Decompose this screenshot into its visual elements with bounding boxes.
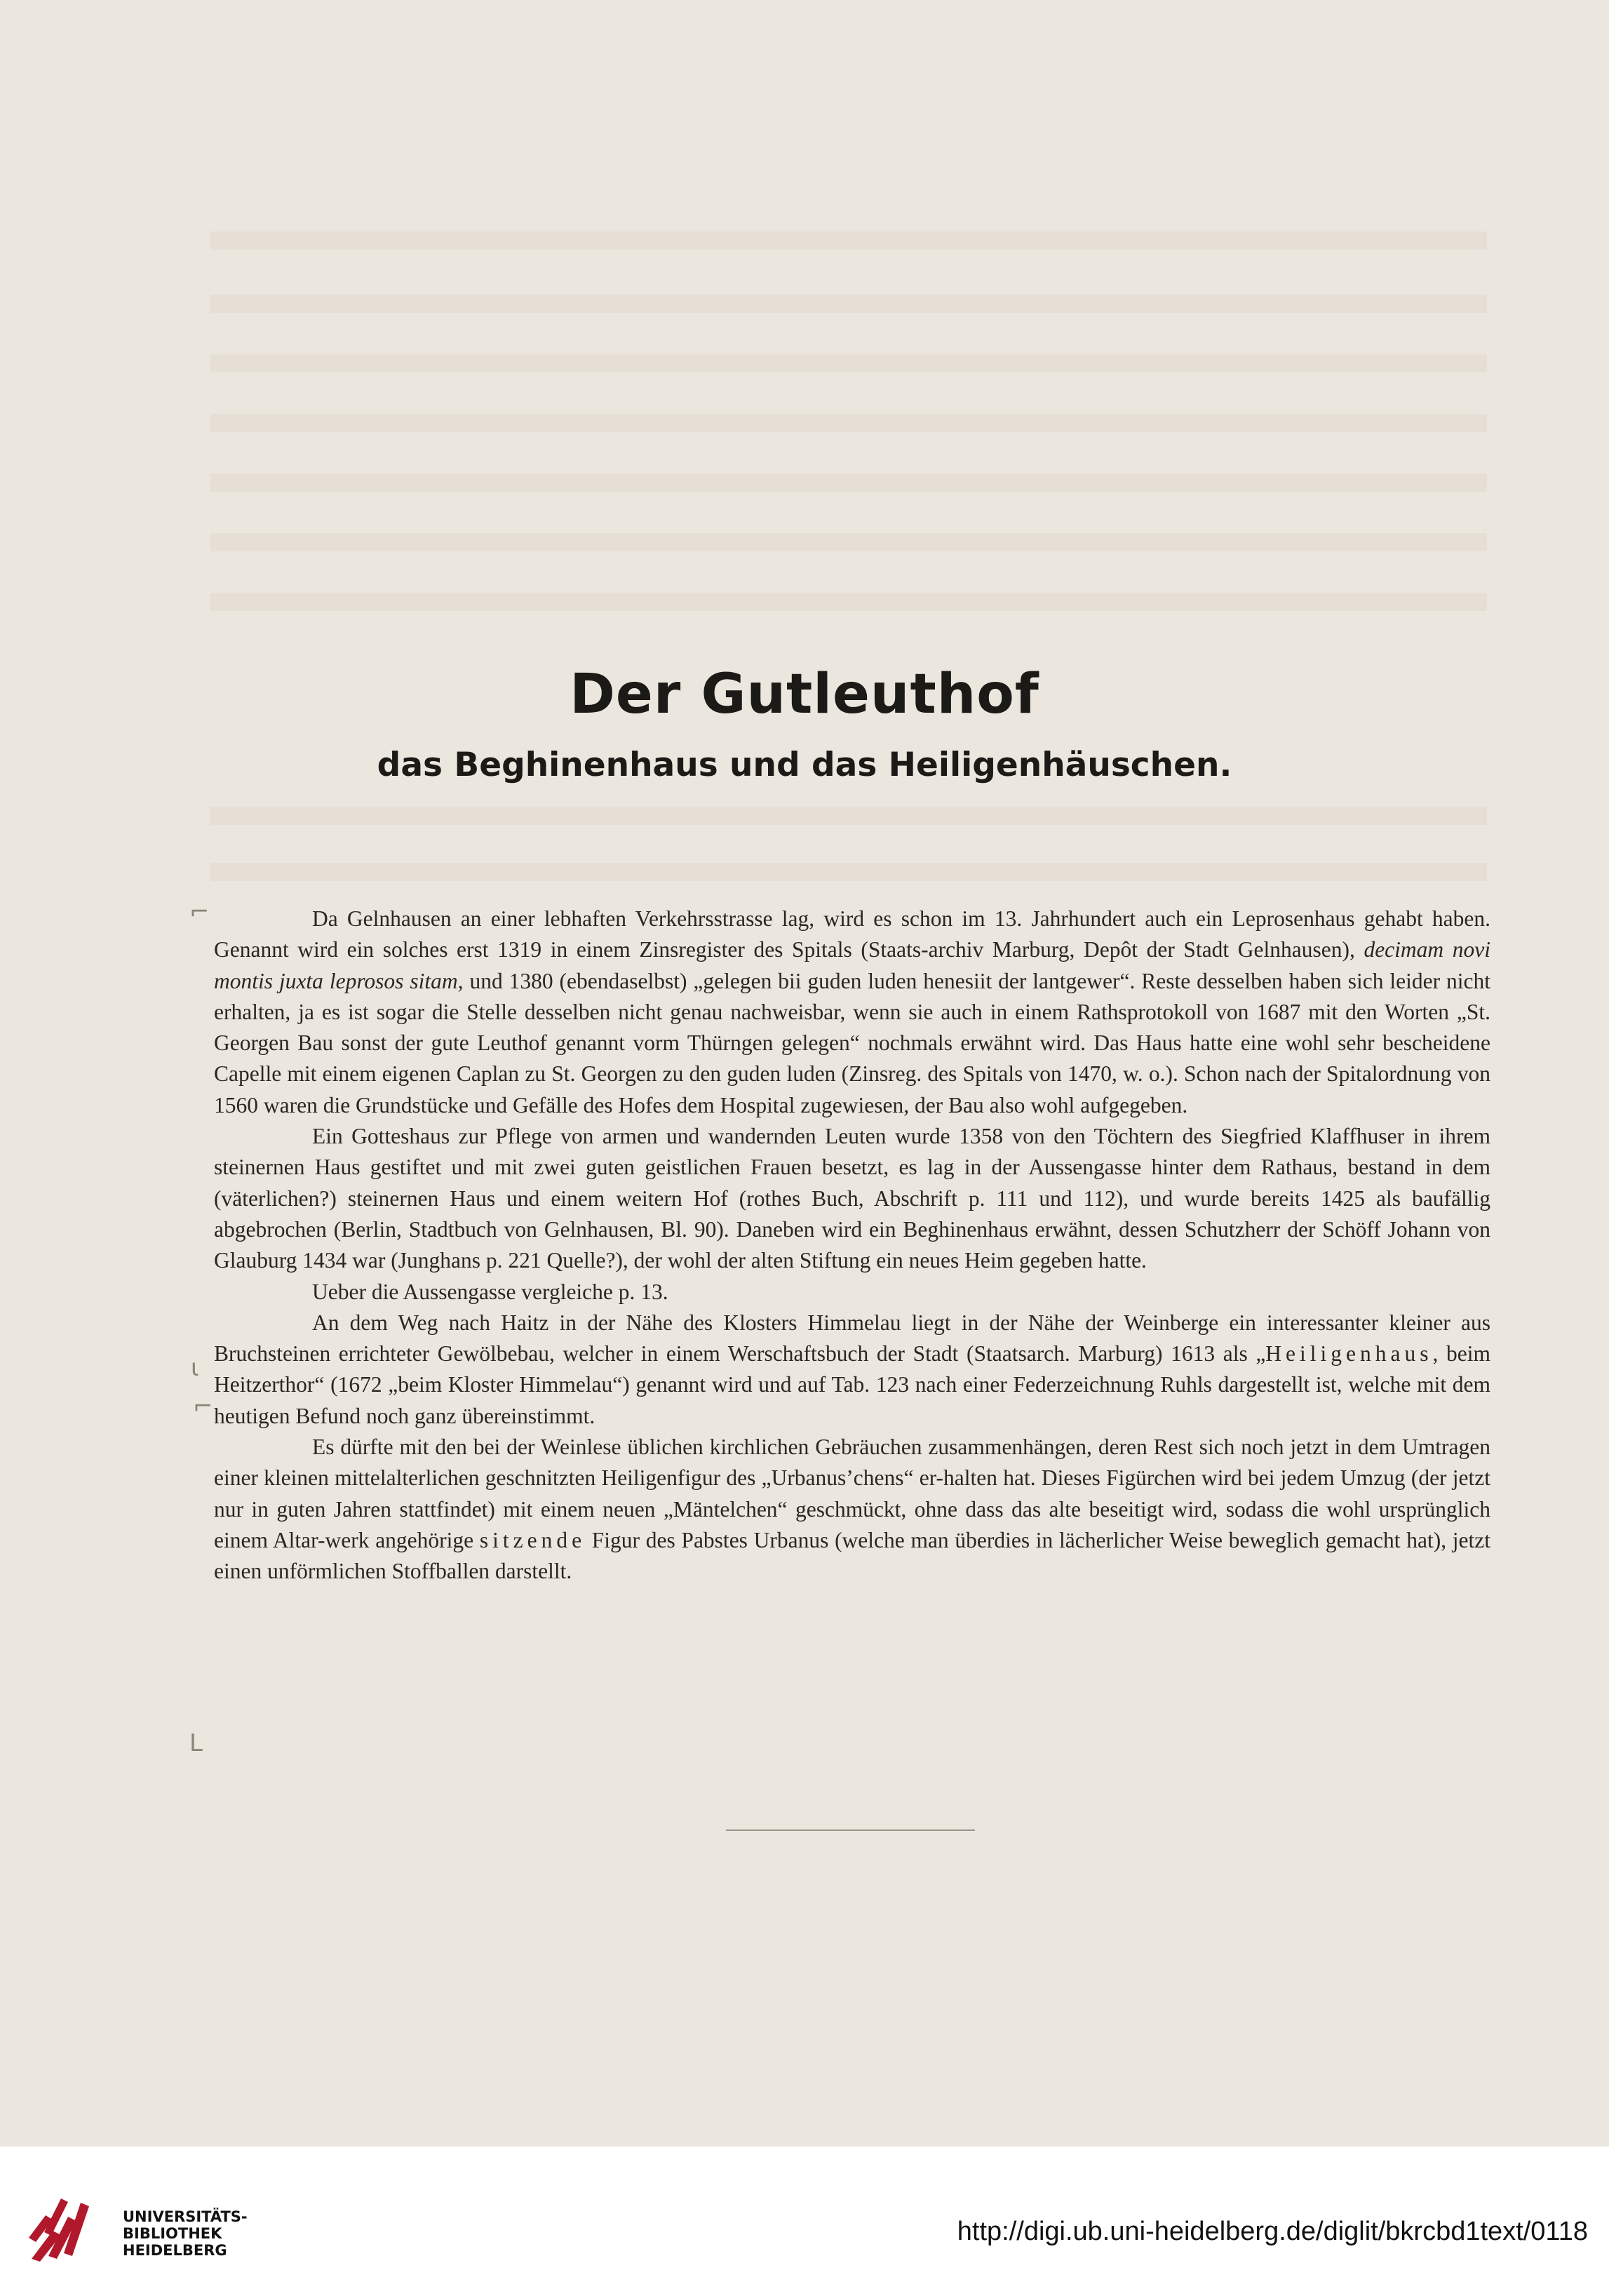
- margin-pencil-mark: L: [189, 1729, 203, 1757]
- bleed-through-line: [210, 593, 1487, 611]
- body-paragraph: [214, 1308, 1490, 1432]
- university-library-logo-icon[interactable]: [25, 2189, 95, 2266]
- body-paragraph: [214, 1432, 1490, 1587]
- margin-pencil-mark: ⌐: [193, 1392, 213, 1421]
- permalink-url[interactable]: http://digi.ub.uni-heidelberg.de/diglit/bkrcbd1text/0118: [957, 2217, 1588, 2246]
- paragraph-text: Ein Gotteshaus zur Pflege von armen und wandernden Leuten wurde 1358 von den Töchtern des Siegfried Klaffhuser in ihrem steinernen Haus gestiftet und mit zwei guten geistlichen Frauen besetzt, es lag in der Aussengasse hinter dem Rathaus, bestand in dem (väterlichen?) steinernen Haus und einem weitern Hof (rothes Buch, Abschrift p. 111 und 112), und wurde bereits 1425 als baufällig abgebrochen (Berlin, Stadtbuch von Gelnhausen, Bl. 90). Daneben wird ein Beghinenhaus erwähnt, dessen Schutzherr der Schöff Johann von Glauburg 1434 war (Junghans p. 221 Quelle?), der wohl der alten Stiftung ein neues Heim gegeben hatte.: [214, 1124, 1490, 1273]
- paragraph-text: und 1380 (ebendaselbst) „gelegen bii guden luden henesiit der lantgewer“. Reste desselben haben sich leider nicht erhalten, ja es ist sogar die Stelle desselben nicht genau nachweisbar, wenn sie auch in einem Rathsprotokoll von 1687 mit den Worten „St. Georgen Bau sonst der gute Leuthof genannt vorm Thürngen gelegen“ nochmals erwähnt wird. Das Haus hatte eine wohl sehr bescheidene Capelle mit einem eigenen Caplan zu St. Georgen zu den guden luden (Zinsreg. des Spitals von 1470, w. o.). Schon nach der Spitalordnung von 1560 waren die Grundstücke und Gefälle des Hofes dem Hospital zugewiesen, der Bau also wohl aufgegeben.: [214, 968, 1490, 1117]
- emphasized-term: sitzende: [479, 1527, 586, 1552]
- bleed-through-line: [210, 474, 1487, 492]
- bleed-through-line: [210, 295, 1487, 313]
- bleed-through-line: [210, 414, 1487, 432]
- bleed-through-line: [210, 863, 1487, 881]
- paragraph-text: An dem Weg nach Haitz in der Nähe des Klosters Himmelau liegt in der Nähe der Weinberge ein interessanter kleiner aus Bruchsteinen errichteter Gewölbebau, welcher in einem Werschaftsbuch der Stadt (Staatsarch. Marburg) 1613 als „: [214, 1310, 1490, 1367]
- margin-pencil-mark: ⌐: [189, 898, 210, 926]
- end-rule: [726, 1830, 975, 1831]
- bleed-through-line: [210, 807, 1487, 825]
- library-name-line: UNIVERSITÄTS-: [123, 2208, 248, 2225]
- footer-bar: [0, 2147, 1609, 2296]
- library-name: [123, 2208, 248, 2259]
- paragraph-text: Es dürfte mit den bei der Weinlese üblichen kirchlichen Gebräuchen zusammenhängen, deren Rest sich noch jetzt in dem Umtragen einer kleinen mittelalterlichen geschnitzten Heiligenfigur des „Urbanus’chens“ er-halten hat. Dieses Figürchen wird bei jedem Umzug (der jetzt nur in guten Jahren stattfindet) mit einem neuen „Mäntelchen“ geschmückt, ohne dass das alte beseitigt wird, sodass die wohl ursprünglich einem Altar-werk angehörige: [214, 1435, 1490, 1552]
- bleed-through-line: [210, 354, 1487, 372]
- body-paragraph: [214, 904, 1490, 1121]
- paragraph-text: Ueber die Aussengasse vergleiche p. 13.: [312, 1279, 668, 1304]
- bleed-through-line: [210, 231, 1487, 250]
- margin-pencil-mark: ι: [191, 1354, 199, 1382]
- page-title: Der Gutleuthof: [570, 663, 1039, 726]
- paragraph-text: , beim Heitzerthor“ (1672 „beim Kloster Himmelau“) genannt wird und auf Tab. 123 nach einer Federzeichnung Ruhls dargestellt ist, welche mit dem heutigen Befund noch ganz übereinstimmt.: [214, 1341, 1490, 1428]
- italic-quote: decimam novi montis juxta leprosos sitam,: [214, 937, 1490, 993]
- body-paragraph: [214, 1121, 1490, 1276]
- body-text: [214, 904, 1490, 1587]
- library-name-line: HEIDELBERG: [123, 2242, 227, 2259]
- bleed-through-line: [210, 533, 1487, 551]
- paragraph-text: Figur des Pabstes Urbanus (welche man überdies in lächerlicher Weise beweglich gemacht hat), jetzt einen unförmlichen Stoffballen darstellt.: [214, 1527, 1491, 1584]
- body-paragraph: [214, 1277, 1490, 1308]
- library-name-line: BIBLIOTHEK: [123, 2225, 222, 2242]
- page-subtitle: das Beghinenhaus und das Heiligenhäuschen.: [377, 746, 1232, 784]
- paragraph-text: Da Gelnhausen an einer lebhaften Verkehrsstrasse lag, wird es schon im 13. Jahrhundert auch ein Leprosenhaus gehabt haben. Genannt wird ein solches erst 1319 in einem Zinsregister des Spitals (Staats-archiv Marburg, Depôt der Stadt Gelnhausen),: [214, 906, 1490, 962]
- emphasized-term: Heiligenhaus: [1265, 1341, 1433, 1367]
